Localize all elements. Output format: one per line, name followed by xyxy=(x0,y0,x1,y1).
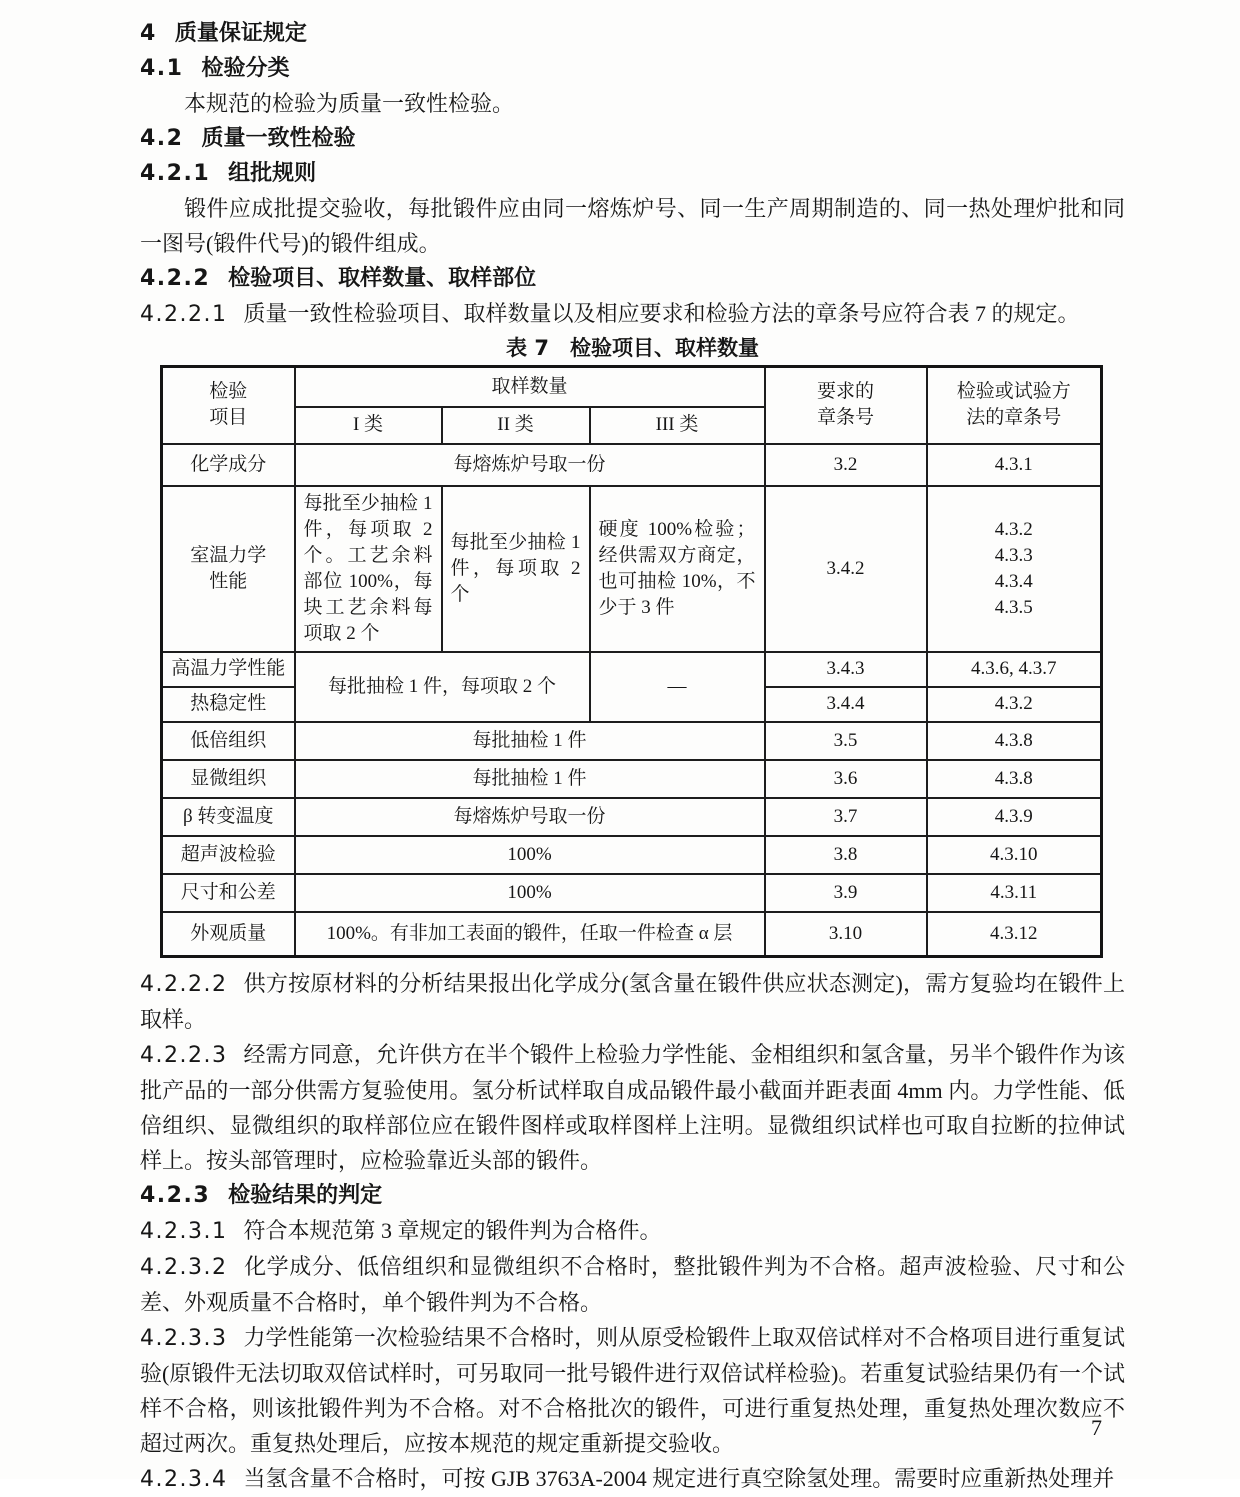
table-header-class-2: II 类 xyxy=(442,407,590,444)
clause-number: 4.2.3.3 xyxy=(140,1326,228,1351)
clause-4-2-2-2 xyxy=(140,966,1125,1037)
heading-4-2-1 xyxy=(140,156,1125,191)
clause-text: 符合本规范第 3 章规定的锻件判为合格件。 xyxy=(243,1218,662,1243)
table-row-high-temp-mechanical xyxy=(162,652,1102,687)
clause-4-2-2-3 xyxy=(140,1037,1125,1178)
cell-sampling: 每批抽检 1 件 xyxy=(295,722,765,760)
table-header-item-line: 项目 xyxy=(209,407,248,429)
cell-required: 3.7 xyxy=(765,798,927,836)
heading-title: 质量保证规定 xyxy=(174,21,307,46)
table-row-chemical-composition xyxy=(162,444,1102,486)
heading-4 xyxy=(140,16,1125,51)
table-header-required-line: 章条号 xyxy=(817,407,875,429)
cell-method: 4.3.1 xyxy=(927,444,1102,486)
table-7-inspection-items xyxy=(160,365,1103,958)
heading-number: 4.2.3 xyxy=(140,1183,211,1208)
cell-sampling: 100% xyxy=(295,874,765,912)
table-row-microstructure xyxy=(162,760,1102,798)
cell-required: 3.5 xyxy=(765,722,927,760)
clause-4-2-3-4 xyxy=(140,1461,1125,1497)
paragraph-4-2-1-body: 锻件应成批提交验收，每批锻件应由同一熔炼炉号、同一生产周期制造的、同一热处理炉批和同一图号(锻件代号)的锻件组成。 xyxy=(140,196,1125,256)
clause-text: 化学成分、低倍组织和显微组织不合格时，整批锻件判为不合格。超声波检验、尺寸和公差、外观质量不合格时，单个锻件判为不合格。 xyxy=(140,1254,1125,1315)
heading-number: 4 xyxy=(140,21,157,46)
table-header-sampling: 取样数量 xyxy=(295,367,765,407)
cell-method: 4.3.2 xyxy=(927,687,1102,722)
cell-required: 3.9 xyxy=(765,874,927,912)
heading-number: 4.1 xyxy=(140,56,184,81)
cell-class-3: 硬度 100%检验；经供需双方商定，也可抽检 10%，不少于 3 件 xyxy=(590,486,765,652)
cell-required: 3.4.2 xyxy=(765,486,927,652)
clause-number: 4.2.2.3 xyxy=(140,1043,228,1068)
cell-sampling: 100%。有非加工表面的锻件，任取一件检查 α 层 xyxy=(295,912,765,957)
table-header-class-1: I 类 xyxy=(295,407,442,444)
cell-item: β 转变温度 xyxy=(162,798,295,836)
heading-4-2-3 xyxy=(140,1178,1125,1213)
cell-item xyxy=(162,486,295,652)
cell-method: 4.3.12 xyxy=(927,912,1102,957)
cell-method: 4.3.9 xyxy=(927,798,1102,836)
heading-4-2-2 xyxy=(140,261,1125,296)
heading-title: 检验分类 xyxy=(201,56,290,81)
cell-sampling: 每熔炼炉号取一份 xyxy=(295,444,765,486)
clause-text: 供方按原材料的分析结果报出化学成分(氢含量在锻件供应状态测定)，需方复验均在锻件上取样。 xyxy=(140,971,1125,1032)
cell-item: 显微组织 xyxy=(162,760,295,798)
clause-number: 4.2.3.4 xyxy=(140,1467,228,1492)
cell-sampling-class-1-2: 每批抽检 1 件，每项取 2 个 xyxy=(295,652,590,722)
clause-text: 力学性能第一次检验结果不合格时，则从原受检锻件上取双倍试样对不合格项目进行重复试验(原锻件无法切取双倍试样时，可另取同一批号锻件进行双倍试样检验)。若重复试验结果仍有一个试样不合格，则该批锻件判为不合格。对不合格批次的锻件，可进行重复热处理，重复热处理次数应不超过两次。重复热处理后，应按本规范的规定重新提交验收。 xyxy=(140,1325,1125,1456)
clause-number: 4.2.3.1 xyxy=(140,1219,228,1244)
cell-sampling: 100% xyxy=(295,836,765,874)
cell-item: 外观质量 xyxy=(162,912,295,957)
cell-method xyxy=(927,486,1102,652)
cell-method: 4.3.6, 4.3.7 xyxy=(927,652,1102,687)
cell-item: 高温力学性能 xyxy=(162,652,295,687)
cell-method: 4.3.8 xyxy=(927,760,1102,798)
heading-title: 组批规则 xyxy=(228,161,317,186)
table-header-item xyxy=(162,367,295,444)
cell-required: 3.10 xyxy=(765,912,927,957)
cell-required: 3.2 xyxy=(765,444,927,486)
table-row-beta-transus xyxy=(162,798,1102,836)
cell-method-line: 4.3.4 xyxy=(994,570,1033,592)
clause-4-2-3-1 xyxy=(140,1213,1125,1249)
table-row-ultrasonic xyxy=(162,836,1102,874)
cell-item: 超声波检验 xyxy=(162,836,295,874)
table-header-row-1 xyxy=(162,367,1102,407)
heading-title: 检验结果的判定 xyxy=(228,1183,383,1208)
cell-method-line: 4.3.5 xyxy=(994,596,1033,618)
table-header-required-clause xyxy=(765,367,927,444)
table-header-class-3: III 类 xyxy=(590,407,765,444)
cell-sampling: 每熔炼炉号取一份 xyxy=(295,798,765,836)
cell-required: 3.4.4 xyxy=(765,687,927,722)
heading-4-2 xyxy=(140,121,1125,156)
cell-class-2: 每批至少抽检 1 件，每项取 2 个 xyxy=(442,486,590,652)
clause-text: 当氢含量不合格时，可按 GJB 3763A-2004 规定进行真空除氢处理。需要时应重新热处理并 xyxy=(243,1466,1115,1491)
paragraph-4-1-body: 本规范的检验为质量一致性检验。 xyxy=(184,91,515,116)
cell-item-line: 性能 xyxy=(209,570,248,592)
table-row-room-temp-mechanical xyxy=(162,486,1102,652)
table-header-required-line: 要求的 xyxy=(817,381,875,403)
cell-sampling-class-3: — xyxy=(590,652,765,722)
clause-4-2-2-1 xyxy=(140,296,1125,332)
clause-4-2-3-3 xyxy=(140,1320,1125,1461)
page-number: 7 xyxy=(1091,1415,1102,1440)
table-header-method-line: 检验或试验方 xyxy=(956,381,1071,403)
heading-title: 检验项目、取样数量、取样部位 xyxy=(228,266,537,291)
cell-item: 尺寸和公差 xyxy=(162,874,295,912)
cell-method-line: 4.3.3 xyxy=(994,544,1033,566)
cell-method: 4.3.8 xyxy=(927,722,1102,760)
clause-text: 质量一致性检验项目、取样数量以及相应要求和检验方法的章条号应符合表 7 的规定。 xyxy=(243,301,1080,326)
table-header-method-clause xyxy=(927,367,1102,444)
clause-4-2-3-2 xyxy=(140,1249,1125,1320)
table-header-item-line: 检验 xyxy=(209,381,248,403)
cell-required: 3.8 xyxy=(765,836,927,874)
heading-number: 4.2 xyxy=(140,126,184,151)
cell-method: 4.3.11 xyxy=(927,874,1102,912)
cell-item: 低倍组织 xyxy=(162,722,295,760)
cell-item-line: 室温力学 xyxy=(190,544,267,566)
heading-number: 4.2.2 xyxy=(140,266,211,291)
clause-number: 4.2.2.1 xyxy=(140,302,228,327)
clause-number: 4.2.2.2 xyxy=(140,972,228,997)
cell-sampling: 每批抽检 1 件 xyxy=(295,760,765,798)
cell-class-1: 每批至少抽检 1 件，每项取 2 个。工艺余料部位 100%，每块工艺余料每项取 2 个 xyxy=(295,486,442,652)
cell-item: 化学成分 xyxy=(162,444,295,486)
clause-number: 4.2.3.2 xyxy=(140,1255,228,1280)
clause-text: 经需方同意，允许供方在半个锻件上检验力学性能、金相组织和氢含量，另半个锻件作为该批产品的一部分供需方复验使用。氢分析试样取自成品锻件最小截面并距表面 4mm 内。力学性能、低倍组织、显微组织的取样部位应在锻件图样或取样图样上注明。显微组织试样也可取自拉断的拉伸试样上。按头部管理时，应检验靠近头部的锻件。 xyxy=(140,1042,1125,1173)
cell-item: 热稳定性 xyxy=(162,687,295,722)
cell-required: 3.6 xyxy=(765,760,927,798)
cell-method: 4.3.10 xyxy=(927,836,1102,874)
table-row-appearance-quality xyxy=(162,912,1102,957)
heading-title: 质量一致性检验 xyxy=(201,126,356,151)
table-header-method-line: 法的章条号 xyxy=(966,407,1062,429)
heading-4-1 xyxy=(140,51,1125,86)
cell-method-line: 4.3.2 xyxy=(994,518,1033,540)
table-row-dimensions-tolerances xyxy=(162,874,1102,912)
cell-required: 3.4.3 xyxy=(765,652,927,687)
heading-number: 4.2.1 xyxy=(140,161,211,186)
table-row-macrostructure xyxy=(162,722,1102,760)
table-caption: 表 7 检验项目、取样数量 xyxy=(506,336,759,360)
